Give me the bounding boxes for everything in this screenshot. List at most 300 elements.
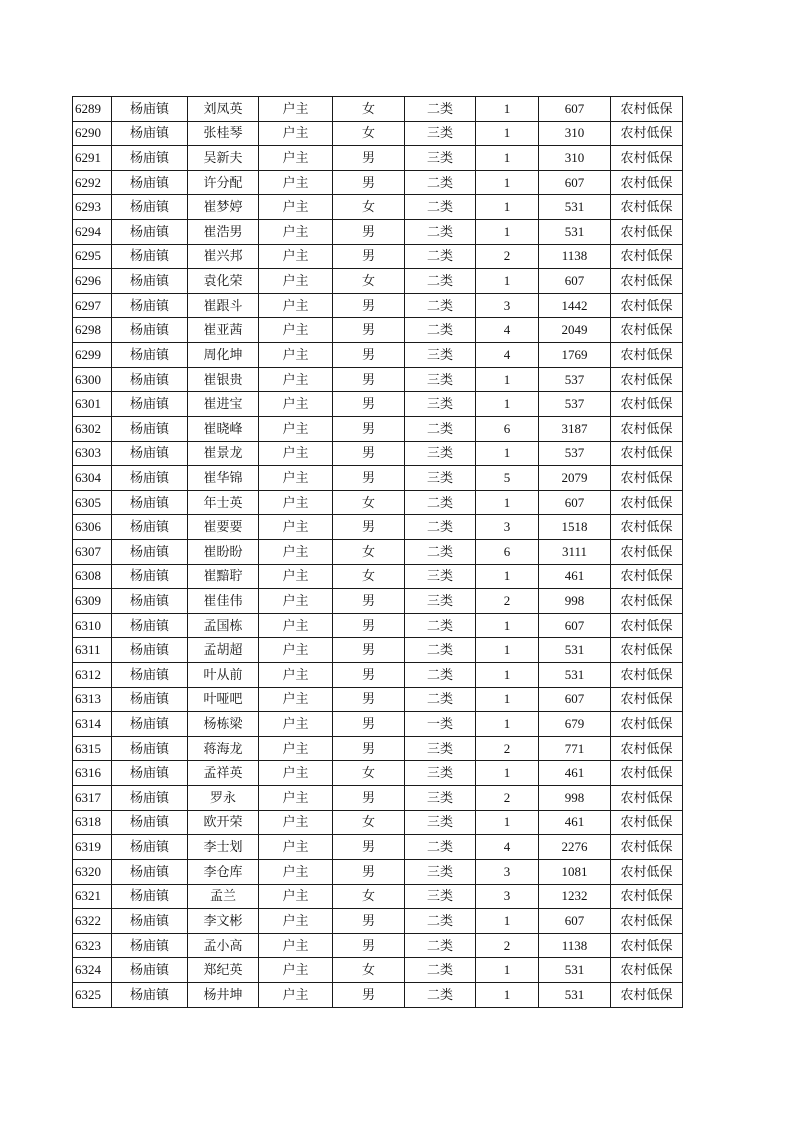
gender-cell: 女	[333, 564, 405, 589]
assistance-type-cell: 农村低保	[611, 613, 683, 638]
assistance-type-cell: 农村低保	[611, 121, 683, 146]
category-cell: 二类	[405, 269, 476, 294]
gender-cell: 女	[333, 958, 405, 983]
gender-cell: 女	[333, 490, 405, 515]
name-cell: 崔浩男	[188, 220, 259, 245]
amount-cell: 461	[539, 761, 611, 786]
assistance-type-cell: 农村低保	[611, 441, 683, 466]
relation-cell: 户主	[259, 613, 333, 638]
amount-cell: 531	[539, 663, 611, 688]
name-cell: 崔晓峰	[188, 416, 259, 441]
row-number: 6295	[73, 244, 112, 269]
amount-cell: 3187	[539, 416, 611, 441]
gender-cell: 男	[333, 343, 405, 368]
relation-cell: 户主	[259, 638, 333, 663]
household-size-cell: 3	[476, 293, 539, 318]
row-number: 6304	[73, 466, 112, 491]
town-cell: 杨庙镇	[112, 466, 188, 491]
gender-cell: 男	[333, 244, 405, 269]
category-cell: 二类	[405, 195, 476, 220]
category-cell: 二类	[405, 638, 476, 663]
row-number: 6317	[73, 786, 112, 811]
gender-cell: 男	[333, 933, 405, 958]
table-row	[73, 195, 683, 220]
gender-cell: 男	[333, 441, 405, 466]
beneficiary-table	[72, 96, 683, 1008]
amount-cell: 998	[539, 589, 611, 614]
assistance-type-cell: 农村低保	[611, 736, 683, 761]
relation-cell: 户主	[259, 490, 333, 515]
row-number: 6322	[73, 909, 112, 934]
row-number: 6324	[73, 958, 112, 983]
amount-cell: 531	[539, 958, 611, 983]
household-size-cell: 2	[476, 933, 539, 958]
row-number: 6321	[73, 884, 112, 909]
household-size-cell: 5	[476, 466, 539, 491]
row-number: 6315	[73, 736, 112, 761]
table-row	[73, 466, 683, 491]
category-cell: 三类	[405, 441, 476, 466]
relation-cell: 户主	[259, 982, 333, 1007]
household-size-cell: 3	[476, 859, 539, 884]
town-cell: 杨庙镇	[112, 97, 188, 122]
table-row	[73, 589, 683, 614]
town-cell: 杨庙镇	[112, 933, 188, 958]
assistance-type-cell: 农村低保	[611, 982, 683, 1007]
town-cell: 杨庙镇	[112, 515, 188, 540]
row-number: 6291	[73, 146, 112, 171]
household-size-cell: 1	[476, 982, 539, 1007]
amount-cell: 3111	[539, 539, 611, 564]
name-cell: 孟小高	[188, 933, 259, 958]
category-cell: 三类	[405, 564, 476, 589]
relation-cell: 户主	[259, 416, 333, 441]
town-cell: 杨庙镇	[112, 441, 188, 466]
amount-cell: 1769	[539, 343, 611, 368]
assistance-type-cell: 农村低保	[611, 564, 683, 589]
category-cell: 二类	[405, 539, 476, 564]
category-cell: 三类	[405, 786, 476, 811]
table-row	[73, 146, 683, 171]
town-cell: 杨庙镇	[112, 859, 188, 884]
household-size-cell: 2	[476, 244, 539, 269]
name-cell: 崔亚茜	[188, 318, 259, 343]
name-cell: 崔景龙	[188, 441, 259, 466]
assistance-type-cell: 农村低保	[611, 269, 683, 294]
table-row	[73, 712, 683, 737]
row-number: 6313	[73, 687, 112, 712]
relation-cell: 户主	[259, 884, 333, 909]
name-cell: 李仓库	[188, 859, 259, 884]
town-cell: 杨庙镇	[112, 663, 188, 688]
table-row	[73, 859, 683, 884]
amount-cell: 607	[539, 97, 611, 122]
gender-cell: 男	[333, 786, 405, 811]
table-row	[73, 97, 683, 122]
assistance-type-cell: 农村低保	[611, 392, 683, 417]
amount-cell: 2049	[539, 318, 611, 343]
table-row	[73, 539, 683, 564]
relation-cell: 户主	[259, 269, 333, 294]
name-cell: 叶从前	[188, 663, 259, 688]
assistance-type-cell: 农村低保	[611, 786, 683, 811]
assistance-type-cell: 农村低保	[611, 589, 683, 614]
gender-cell: 男	[333, 466, 405, 491]
category-cell: 三类	[405, 736, 476, 761]
gender-cell: 男	[333, 220, 405, 245]
amount-cell: 2079	[539, 466, 611, 491]
table-row	[73, 810, 683, 835]
amount-cell: 1518	[539, 515, 611, 540]
amount-cell: 679	[539, 712, 611, 737]
name-cell: 罗永	[188, 786, 259, 811]
town-cell: 杨庙镇	[112, 392, 188, 417]
town-cell: 杨庙镇	[112, 416, 188, 441]
gender-cell: 男	[333, 859, 405, 884]
table-row	[73, 244, 683, 269]
amount-cell: 531	[539, 982, 611, 1007]
category-cell: 二类	[405, 663, 476, 688]
household-size-cell: 1	[476, 367, 539, 392]
table-row	[73, 367, 683, 392]
category-cell: 三类	[405, 121, 476, 146]
assistance-type-cell: 农村低保	[611, 416, 683, 441]
row-number: 6299	[73, 343, 112, 368]
household-size-cell: 1	[476, 269, 539, 294]
category-cell: 三类	[405, 392, 476, 417]
gender-cell: 女	[333, 539, 405, 564]
category-cell: 二类	[405, 170, 476, 195]
assistance-type-cell: 农村低保	[611, 933, 683, 958]
household-size-cell: 1	[476, 220, 539, 245]
town-cell: 杨庙镇	[112, 490, 188, 515]
name-cell: 郑纪英	[188, 958, 259, 983]
name-cell: 崔盼盼	[188, 539, 259, 564]
relation-cell: 户主	[259, 392, 333, 417]
name-cell: 杨井坤	[188, 982, 259, 1007]
town-cell: 杨庙镇	[112, 884, 188, 909]
household-size-cell: 2	[476, 786, 539, 811]
assistance-type-cell: 农村低保	[611, 490, 683, 515]
relation-cell: 户主	[259, 170, 333, 195]
table-body	[73, 97, 683, 1008]
town-cell: 杨庙镇	[112, 786, 188, 811]
amount-cell: 310	[539, 146, 611, 171]
relation-cell: 户主	[259, 97, 333, 122]
household-size-cell: 1	[476, 958, 539, 983]
category-cell: 二类	[405, 97, 476, 122]
table-row	[73, 933, 683, 958]
town-cell: 杨庙镇	[112, 564, 188, 589]
gender-cell: 女	[333, 269, 405, 294]
category-cell: 三类	[405, 146, 476, 171]
table-row	[73, 786, 683, 811]
row-number: 6311	[73, 638, 112, 663]
town-cell: 杨庙镇	[112, 687, 188, 712]
row-number: 6319	[73, 835, 112, 860]
household-size-cell: 1	[476, 761, 539, 786]
name-cell: 叶哑吧	[188, 687, 259, 712]
gender-cell: 男	[333, 416, 405, 441]
table-row	[73, 293, 683, 318]
category-cell: 三类	[405, 884, 476, 909]
household-size-cell: 1	[476, 687, 539, 712]
town-cell: 杨庙镇	[112, 539, 188, 564]
relation-cell: 户主	[259, 761, 333, 786]
town-cell: 杨庙镇	[112, 761, 188, 786]
table-row	[73, 909, 683, 934]
category-cell: 三类	[405, 367, 476, 392]
relation-cell: 户主	[259, 564, 333, 589]
relation-cell: 户主	[259, 318, 333, 343]
name-cell: 孟国栋	[188, 613, 259, 638]
row-number: 6306	[73, 515, 112, 540]
gender-cell: 女	[333, 810, 405, 835]
row-number: 6318	[73, 810, 112, 835]
town-cell: 杨庙镇	[112, 293, 188, 318]
table-row	[73, 958, 683, 983]
household-size-cell: 3	[476, 884, 539, 909]
relation-cell: 户主	[259, 712, 333, 737]
row-number: 6297	[73, 293, 112, 318]
amount-cell: 607	[539, 687, 611, 712]
town-cell: 杨庙镇	[112, 170, 188, 195]
household-size-cell: 1	[476, 810, 539, 835]
household-size-cell: 1	[476, 441, 539, 466]
row-number: 6305	[73, 490, 112, 515]
assistance-type-cell: 农村低保	[611, 663, 683, 688]
assistance-type-cell: 农村低保	[611, 170, 683, 195]
household-size-cell: 6	[476, 539, 539, 564]
town-cell: 杨庙镇	[112, 589, 188, 614]
relation-cell: 户主	[259, 786, 333, 811]
relation-cell: 户主	[259, 835, 333, 860]
assistance-type-cell: 农村低保	[611, 220, 683, 245]
town-cell: 杨庙镇	[112, 835, 188, 860]
table-row	[73, 835, 683, 860]
name-cell: 崔跟斗	[188, 293, 259, 318]
town-cell: 杨庙镇	[112, 244, 188, 269]
household-size-cell: 1	[476, 564, 539, 589]
table-row	[73, 515, 683, 540]
household-size-cell: 1	[476, 392, 539, 417]
town-cell: 杨庙镇	[112, 318, 188, 343]
relation-cell: 户主	[259, 293, 333, 318]
relation-cell: 户主	[259, 859, 333, 884]
relation-cell: 户主	[259, 589, 333, 614]
name-cell: 张桂琴	[188, 121, 259, 146]
assistance-type-cell: 农村低保	[611, 97, 683, 122]
assistance-type-cell: 农村低保	[611, 909, 683, 934]
assistance-type-cell: 农村低保	[611, 884, 683, 909]
category-cell: 三类	[405, 343, 476, 368]
row-number: 6323	[73, 933, 112, 958]
town-cell: 杨庙镇	[112, 909, 188, 934]
gender-cell: 男	[333, 515, 405, 540]
relation-cell: 户主	[259, 441, 333, 466]
gender-cell: 男	[333, 736, 405, 761]
row-number: 6307	[73, 539, 112, 564]
household-size-cell: 1	[476, 490, 539, 515]
table-row	[73, 982, 683, 1007]
name-cell: 崔华锦	[188, 466, 259, 491]
name-cell: 孟兰	[188, 884, 259, 909]
amount-cell: 531	[539, 638, 611, 663]
relation-cell: 户主	[259, 515, 333, 540]
category-cell: 二类	[405, 958, 476, 983]
assistance-type-cell: 农村低保	[611, 146, 683, 171]
category-cell: 二类	[405, 244, 476, 269]
category-cell: 三类	[405, 589, 476, 614]
town-cell: 杨庙镇	[112, 220, 188, 245]
gender-cell: 女	[333, 121, 405, 146]
assistance-type-cell: 农村低保	[611, 687, 683, 712]
assistance-type-cell: 农村低保	[611, 810, 683, 835]
name-cell: 刘凤英	[188, 97, 259, 122]
relation-cell: 户主	[259, 146, 333, 171]
assistance-type-cell: 农村低保	[611, 515, 683, 540]
town-cell: 杨庙镇	[112, 269, 188, 294]
row-number: 6293	[73, 195, 112, 220]
town-cell: 杨庙镇	[112, 343, 188, 368]
gender-cell: 女	[333, 195, 405, 220]
gender-cell: 女	[333, 884, 405, 909]
name-cell: 蒋海龙	[188, 736, 259, 761]
category-cell: 二类	[405, 933, 476, 958]
amount-cell: 1081	[539, 859, 611, 884]
category-cell: 二类	[405, 490, 476, 515]
assistance-type-cell: 农村低保	[611, 958, 683, 983]
amount-cell: 1442	[539, 293, 611, 318]
category-cell: 二类	[405, 835, 476, 860]
relation-cell: 户主	[259, 909, 333, 934]
amount-cell: 537	[539, 367, 611, 392]
table-row	[73, 663, 683, 688]
gender-cell: 男	[333, 392, 405, 417]
table-row	[73, 884, 683, 909]
name-cell: 袁化荣	[188, 269, 259, 294]
amount-cell: 2276	[539, 835, 611, 860]
name-cell: 李士划	[188, 835, 259, 860]
name-cell: 许分配	[188, 170, 259, 195]
table-row	[73, 343, 683, 368]
gender-cell: 女	[333, 761, 405, 786]
amount-cell: 1232	[539, 884, 611, 909]
category-cell: 二类	[405, 293, 476, 318]
table-row	[73, 441, 683, 466]
assistance-type-cell: 农村低保	[611, 761, 683, 786]
relation-cell: 户主	[259, 466, 333, 491]
gender-cell: 男	[333, 687, 405, 712]
row-number: 6292	[73, 170, 112, 195]
town-cell: 杨庙镇	[112, 121, 188, 146]
town-cell: 杨庙镇	[112, 638, 188, 663]
relation-cell: 户主	[259, 663, 333, 688]
household-size-cell: 4	[476, 343, 539, 368]
table-row	[73, 170, 683, 195]
category-cell: 二类	[405, 687, 476, 712]
assistance-type-cell: 农村低保	[611, 638, 683, 663]
amount-cell: 607	[539, 490, 611, 515]
gender-cell: 男	[333, 613, 405, 638]
amount-cell: 461	[539, 564, 611, 589]
table-row	[73, 392, 683, 417]
assistance-type-cell: 农村低保	[611, 835, 683, 860]
amount-cell: 607	[539, 269, 611, 294]
household-size-cell: 4	[476, 318, 539, 343]
gender-cell: 男	[333, 909, 405, 934]
row-number: 6314	[73, 712, 112, 737]
name-cell: 孟祥英	[188, 761, 259, 786]
category-cell: 三类	[405, 466, 476, 491]
row-number: 6303	[73, 441, 112, 466]
assistance-type-cell: 农村低保	[611, 712, 683, 737]
amount-cell: 310	[539, 121, 611, 146]
relation-cell: 户主	[259, 933, 333, 958]
table-row	[73, 490, 683, 515]
relation-cell: 户主	[259, 121, 333, 146]
assistance-type-cell: 农村低保	[611, 293, 683, 318]
row-number: 6290	[73, 121, 112, 146]
assistance-type-cell: 农村低保	[611, 318, 683, 343]
assistance-type-cell: 农村低保	[611, 195, 683, 220]
name-cell: 李文彬	[188, 909, 259, 934]
town-cell: 杨庙镇	[112, 712, 188, 737]
relation-cell: 户主	[259, 220, 333, 245]
name-cell: 崔银贵	[188, 367, 259, 392]
table-row	[73, 638, 683, 663]
relation-cell: 户主	[259, 539, 333, 564]
name-cell: 周化坤	[188, 343, 259, 368]
name-cell: 崔进宝	[188, 392, 259, 417]
amount-cell: 607	[539, 613, 611, 638]
gender-cell: 男	[333, 170, 405, 195]
town-cell: 杨庙镇	[112, 367, 188, 392]
relation-cell: 户主	[259, 367, 333, 392]
town-cell: 杨庙镇	[112, 982, 188, 1007]
amount-cell: 461	[539, 810, 611, 835]
household-size-cell: 1	[476, 638, 539, 663]
category-cell: 三类	[405, 859, 476, 884]
row-number: 6308	[73, 564, 112, 589]
amount-cell: 607	[539, 909, 611, 934]
assistance-type-cell: 农村低保	[611, 539, 683, 564]
name-cell: 崔佳伟	[188, 589, 259, 614]
table-row	[73, 613, 683, 638]
amount-cell: 531	[539, 220, 611, 245]
row-number: 6309	[73, 589, 112, 614]
amount-cell: 1138	[539, 244, 611, 269]
name-cell: 年士英	[188, 490, 259, 515]
category-cell: 二类	[405, 220, 476, 245]
category-cell: 二类	[405, 909, 476, 934]
category-cell: 三类	[405, 810, 476, 835]
amount-cell: 607	[539, 170, 611, 195]
town-cell: 杨庙镇	[112, 810, 188, 835]
table-row	[73, 564, 683, 589]
table-row	[73, 687, 683, 712]
table-row	[73, 761, 683, 786]
relation-cell: 户主	[259, 810, 333, 835]
household-size-cell: 1	[476, 121, 539, 146]
row-number: 6301	[73, 392, 112, 417]
row-number: 6312	[73, 663, 112, 688]
category-cell: 三类	[405, 761, 476, 786]
name-cell: 崔要要	[188, 515, 259, 540]
name-cell: 崔梦婷	[188, 195, 259, 220]
table-row	[73, 318, 683, 343]
category-cell: 二类	[405, 613, 476, 638]
